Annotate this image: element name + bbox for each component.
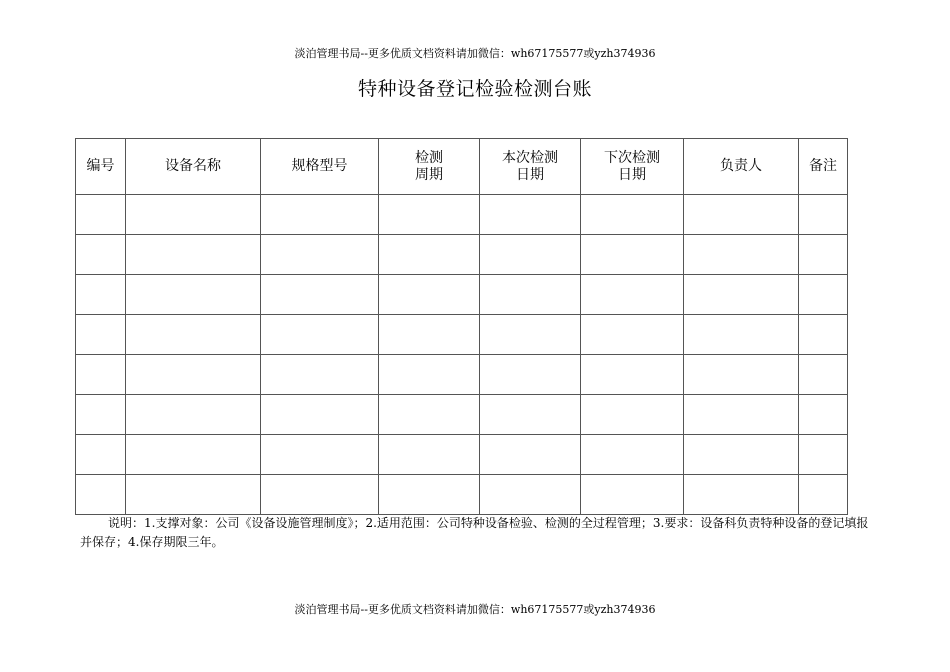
table-cell[interactable] — [76, 395, 126, 435]
table-cell[interactable] — [480, 315, 581, 355]
table-cell[interactable] — [684, 475, 799, 515]
table-header-row — [76, 139, 848, 195]
header-line: 规格型号 — [291, 158, 348, 174]
table-cell[interactable] — [684, 355, 799, 395]
column-header-number — [76, 139, 126, 195]
table-cell[interactable] — [581, 315, 684, 355]
table-cell[interactable] — [684, 235, 799, 275]
table-cell[interactable] — [261, 475, 379, 515]
header-line: 下次检测 — [604, 149, 660, 166]
page-header-note: 淡泊管理书局--更多优质文档资料请加微信：wh67175577或yzh374936 — [294, 47, 656, 60]
table-cell[interactable] — [261, 235, 379, 275]
table-cell[interactable] — [799, 475, 848, 515]
table-cell[interactable] — [379, 435, 480, 475]
table-cell[interactable] — [799, 315, 848, 355]
table-cell[interactable] — [799, 435, 848, 475]
page-footer-note: 淡泊管理书局--更多优质文档资料请加微信：wh67175577或yzh374936 — [294, 603, 656, 616]
table-cell[interactable] — [581, 275, 684, 315]
table-cell[interactable] — [126, 315, 261, 355]
table-cell[interactable] — [581, 435, 684, 475]
table-row — [76, 435, 848, 475]
table-cell[interactable] — [799, 395, 848, 435]
table-cell[interactable] — [799, 235, 848, 275]
table-cell[interactable] — [799, 355, 848, 395]
table-row — [76, 475, 848, 515]
document-title: 特种设备登记检验检测台账 — [357, 78, 592, 100]
table-cell[interactable] — [480, 275, 581, 315]
table-cell[interactable] — [126, 475, 261, 515]
table-cell[interactable] — [379, 355, 480, 395]
table-row — [76, 355, 848, 395]
table-cell[interactable] — [126, 195, 261, 235]
table-cell[interactable] — [76, 235, 126, 275]
table-row — [76, 235, 848, 275]
header-line: 负责人 — [720, 158, 762, 174]
column-header-next-inspection-date — [581, 139, 684, 195]
table-cell[interactable] — [76, 435, 126, 475]
table-cell[interactable] — [480, 235, 581, 275]
table-row — [76, 315, 848, 355]
table-cell[interactable] — [480, 355, 581, 395]
explanatory-notes: 说明：1.支撑对象：公司《设备设施管理制度》；2.适用范围：公司特种设备检验、检测的全过程管理；3.要求：设备科负责特种设备的登记填报并保存；4.保存期限三年。 — [80, 516, 869, 549]
column-header-responsible-person — [684, 139, 799, 195]
table-cell[interactable] — [76, 315, 126, 355]
header-line: 设备名称 — [165, 158, 221, 174]
table-cell[interactable] — [379, 475, 480, 515]
table-cell[interactable] — [379, 315, 480, 355]
table-cell[interactable] — [261, 435, 379, 475]
header-line: 检测 — [415, 149, 443, 166]
table-cell[interactable] — [581, 235, 684, 275]
table-cell[interactable] — [480, 195, 581, 235]
table-cell[interactable] — [799, 275, 848, 315]
table-cell[interactable] — [379, 195, 480, 235]
table-body — [76, 195, 848, 515]
inspection-ledger-table — [75, 138, 848, 515]
column-header-model-spec — [261, 139, 379, 195]
table-cell[interactable] — [261, 315, 379, 355]
column-header-current-inspection-date — [480, 139, 581, 195]
table-cell[interactable] — [480, 435, 581, 475]
table-cell[interactable] — [126, 355, 261, 395]
column-header-equipment-name — [126, 139, 261, 195]
table-cell[interactable] — [379, 235, 480, 275]
table-cell[interactable] — [684, 195, 799, 235]
table-cell[interactable] — [581, 195, 684, 235]
table-row — [76, 395, 848, 435]
table-cell[interactable] — [76, 275, 126, 315]
header-line: 周期 — [415, 166, 443, 183]
table-cell[interactable] — [126, 435, 261, 475]
table-row — [76, 195, 848, 235]
table-cell[interactable] — [379, 275, 480, 315]
table-cell[interactable] — [126, 235, 261, 275]
table-cell[interactable] — [480, 475, 581, 515]
header-line: 编号 — [86, 158, 115, 174]
table-cell[interactable] — [684, 395, 799, 435]
column-header-inspection-cycle — [379, 139, 480, 195]
table-cell[interactable] — [480, 395, 581, 435]
table-cell[interactable] — [684, 435, 799, 475]
table-cell[interactable] — [581, 475, 684, 515]
column-header-remarks — [799, 139, 848, 195]
table-cell[interactable] — [379, 395, 480, 435]
table-cell[interactable] — [581, 395, 684, 435]
table-cell[interactable] — [684, 275, 799, 315]
table-cell[interactable] — [126, 395, 261, 435]
header-line: 备注 — [809, 158, 837, 174]
table-cell[interactable] — [76, 475, 126, 515]
header-line: 日期 — [516, 166, 544, 183]
table-cell[interactable] — [684, 315, 799, 355]
table-cell[interactable] — [581, 355, 684, 395]
header-line: 本次检测 — [502, 149, 558, 166]
table-cell[interactable] — [261, 275, 379, 315]
table-row — [76, 275, 848, 315]
table-cell[interactable] — [261, 355, 379, 395]
table-cell[interactable] — [261, 195, 379, 235]
table-cell[interactable] — [799, 195, 848, 235]
table-cell[interactable] — [126, 275, 261, 315]
table-cell[interactable] — [76, 355, 126, 395]
table-cell[interactable] — [76, 195, 126, 235]
table-cell[interactable] — [261, 395, 379, 435]
header-line: 日期 — [618, 166, 646, 183]
